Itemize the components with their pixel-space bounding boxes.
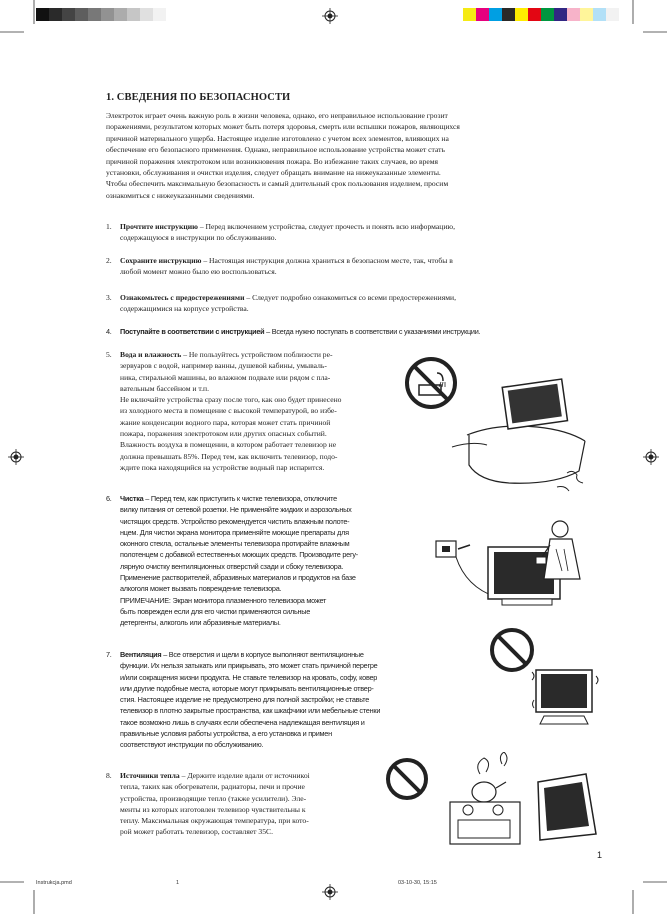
item-line: чистящих средств. Устройство рекомендуется чистить влажным полоте- bbox=[120, 516, 350, 526]
page-number: 1 bbox=[597, 850, 603, 860]
item-line: содержащимися на корпусе устройства. bbox=[120, 304, 249, 314]
item-line: полотенцем с добавкой естественных моющих средств. Производите регу- bbox=[120, 550, 358, 560]
intro-paragraph bbox=[106, 110, 576, 201]
item-number: 7. bbox=[106, 650, 112, 659]
item-number: 4. bbox=[106, 327, 112, 336]
item-line: ПРИМЕЧАНИЕ: Экран монитора плазменного телевизора может bbox=[120, 595, 327, 605]
item-line: содержащуюся в инструкции по обслуживанию. bbox=[120, 233, 277, 243]
item-number: 2. bbox=[106, 256, 112, 265]
item-line: Сохраните инструкцию – Настоящая инструкция должна храниться в безопасном месте, так, чтобы в bbox=[120, 256, 453, 265]
intro-line: Чтобы обеспечить максимальную безопасность и самый длительный срок пользования изделием, просим bbox=[106, 179, 449, 189]
item-line: Прочтите инструкцию – Перед включением устройства, следует прочесть и понять всю информацию, bbox=[120, 222, 455, 231]
item-line: правильные условия работы устройства, а его установка и примен bbox=[120, 729, 332, 739]
item-body bbox=[120, 349, 341, 473]
item-line: менты из которых изготовлен телевизор чувствительны к bbox=[120, 804, 306, 814]
no-covering-vents-icon bbox=[488, 626, 536, 674]
item-line: тепла, таких как обогреватели, радиаторы, печи и прочие bbox=[120, 782, 305, 792]
item-line: Влажность воздуха в помещении, в котором работает телевизор не bbox=[120, 440, 337, 450]
intro-line: установки, обслуживания и очистки изделия, следует обращать внимание на нижеуказанные элементы. bbox=[106, 168, 441, 178]
item-body bbox=[120, 221, 455, 244]
tv-cleaning-illustration-icon bbox=[432, 515, 592, 625]
item-line: быть поврежден если для его чистки применяются сильные bbox=[120, 606, 311, 616]
item-line: стия. Настоящее изделие не предусмотрено для полной застройки; не ставьте bbox=[120, 695, 370, 705]
item-line: детергенты, алкоголь или абразивные материалы. bbox=[120, 618, 281, 628]
item-body bbox=[120, 493, 358, 629]
item-heading: Вентиляция bbox=[120, 650, 162, 659]
item-line: соответствуют инструкции по обслуживанию. bbox=[120, 740, 264, 750]
item-line: алкоголя может вызвать повреждение телевизора. bbox=[120, 584, 282, 594]
intro-line: причиной материального ущерба. Настоящее изделие изготовлено с учетом всех элементов, влияющих на bbox=[106, 133, 449, 143]
intro-line: ознакомиться с нижеуказанными сведениями. bbox=[106, 190, 255, 200]
item-line: Не включайте устройства сразу после того, как оно будет принесено bbox=[120, 395, 342, 405]
intro-line: обеспечение его безопасного применения. Однако, неправильное использование устройства может стать bbox=[106, 145, 445, 155]
item-number: 8. bbox=[106, 771, 112, 780]
item-number: 1. bbox=[106, 222, 112, 231]
item-line: и/или сокращения жизни продукта. Не ставьте телевизор на кровать, софу, ковер bbox=[120, 672, 378, 682]
item-line: вательным бассейном и т.п. bbox=[120, 383, 209, 393]
footer-timestamp: 03-10-30, 15:15 bbox=[398, 880, 437, 886]
item-line: оконного стекла, остальные элементы телевизора протирайте влажным bbox=[120, 539, 350, 549]
item-heading: Ознакомьтесь с предостережениями bbox=[120, 293, 245, 302]
intro-line: причиной поражения электротоком или возникновения пожара. Во избежание таких случаев, во время bbox=[106, 156, 439, 166]
item-line: Поступайте в соответствии с инструкцией – Всегда нужно поступать в соответствии с указаниями инструкции. bbox=[120, 327, 481, 336]
item-line: теплу. Максимальная окружающая температура, при кото- bbox=[120, 816, 309, 826]
item-line: пожара, поражения электротоком или других опасных событий. bbox=[120, 429, 327, 439]
footer-file: Instrukcja.pmd bbox=[36, 880, 72, 886]
item-line: рой может работать телевизор, составляет 35С. bbox=[120, 827, 273, 837]
item-heading: Прочтите инструкцию bbox=[120, 222, 198, 231]
item-line: должна превышать 85%. Перед тем, как включить телевизор, подо- bbox=[120, 451, 338, 461]
item-line: устройства, производящие тепло (также усилители). Эле- bbox=[120, 793, 307, 803]
item-line: из холодного места в помещение с высокой температурой, во избе- bbox=[120, 406, 337, 416]
item-line: или другие подобные места, которые могут прикрывать вентиляционные отвер- bbox=[120, 683, 374, 693]
intro-line: Электроток играет очень важную роль в жизни человека, однако, его неправильное использование грозит bbox=[106, 111, 448, 120]
item-number: 5. bbox=[106, 350, 112, 359]
item-heading: Источники тепла bbox=[120, 771, 180, 780]
item-body bbox=[120, 255, 453, 278]
item-line: Ознакомьтесь с предостережениями – Следует подробно ознакомиться со всеми предостережениями, bbox=[120, 293, 456, 302]
item-line: Вентиляция – Все отверстия и щели в корпусе выполняют вентиляционные bbox=[120, 650, 364, 659]
intro-line: поражениями, результатом которых может быть потеря здоровья, смерть или вспышки пожаров, являющихся bbox=[106, 122, 460, 132]
item-line: Вода и влажность – Не пользуйтесь устройством поблизости ре- bbox=[120, 350, 333, 359]
item-number: 6. bbox=[106, 494, 112, 503]
item-heading: Поступайте в соответствии с инструкцией bbox=[120, 327, 265, 336]
item-line: такое возможно лишь в случаях если обеспечена надлежащая вентиляция и bbox=[120, 717, 365, 727]
item-line: ника, стиральной машины, во влажном подвале или рядом с пла- bbox=[120, 372, 331, 382]
item-line: телевизор в плотно закрытые пространства, как шкафчики или мебельные стенки bbox=[120, 706, 381, 716]
item-line: Источники тепла – Держите изделие вдали от источникоі bbox=[120, 771, 310, 780]
item-line: любой момент можно было ею воспользоваться. bbox=[120, 267, 277, 277]
tv-near-stove-illustration-icon bbox=[440, 752, 600, 848]
item-line: функции. Их нельзя затыкать или прикрывать, это может стать причиной перегре bbox=[120, 661, 378, 671]
item-line: нцем. Для чистки экрана монитора применяйте моющие препараты для bbox=[120, 527, 349, 537]
item-line: вилку питания от сетевой розетки. Не применяйте жидких и аэрозольных bbox=[120, 505, 352, 515]
item-body bbox=[120, 770, 310, 838]
item-body bbox=[120, 292, 456, 315]
item-line: ждите пока находящийся на устройстве водный пар испарится. bbox=[120, 462, 325, 472]
bath-with-tv-illustration-icon bbox=[447, 365, 597, 495]
item-heading: Сохраните инструкцию bbox=[120, 256, 202, 265]
section-title: 1. СВЕДЕНИЯ ПО БЕЗОПАСНОСТИ bbox=[106, 92, 291, 103]
item-number: 3. bbox=[106, 293, 112, 302]
tv-ventilation-illustration-icon bbox=[530, 660, 600, 730]
item-line: зервуаров с водой, например ванны, душевой кабины, умываль- bbox=[120, 361, 327, 371]
item-heading: Вода и влажность bbox=[120, 350, 182, 359]
item-body bbox=[120, 326, 480, 337]
item-heading: Чистка bbox=[120, 494, 144, 503]
item-body bbox=[120, 649, 380, 751]
no-heat-source-icon bbox=[384, 756, 430, 802]
item-line: Применение растворителей, абразивных материалов и продуктов на базе bbox=[120, 573, 356, 583]
item-line: лярную очистку вентиляционных отверстий сзади и сбоку телевизора. bbox=[120, 561, 344, 571]
footer-page: 1 bbox=[176, 880, 180, 886]
item-line: Чистка – Перед тем, как приступить к чистке телевизора, отключите bbox=[120, 494, 337, 503]
item-line: жание конденсации водного пара, которая может стать причиной bbox=[120, 417, 331, 427]
